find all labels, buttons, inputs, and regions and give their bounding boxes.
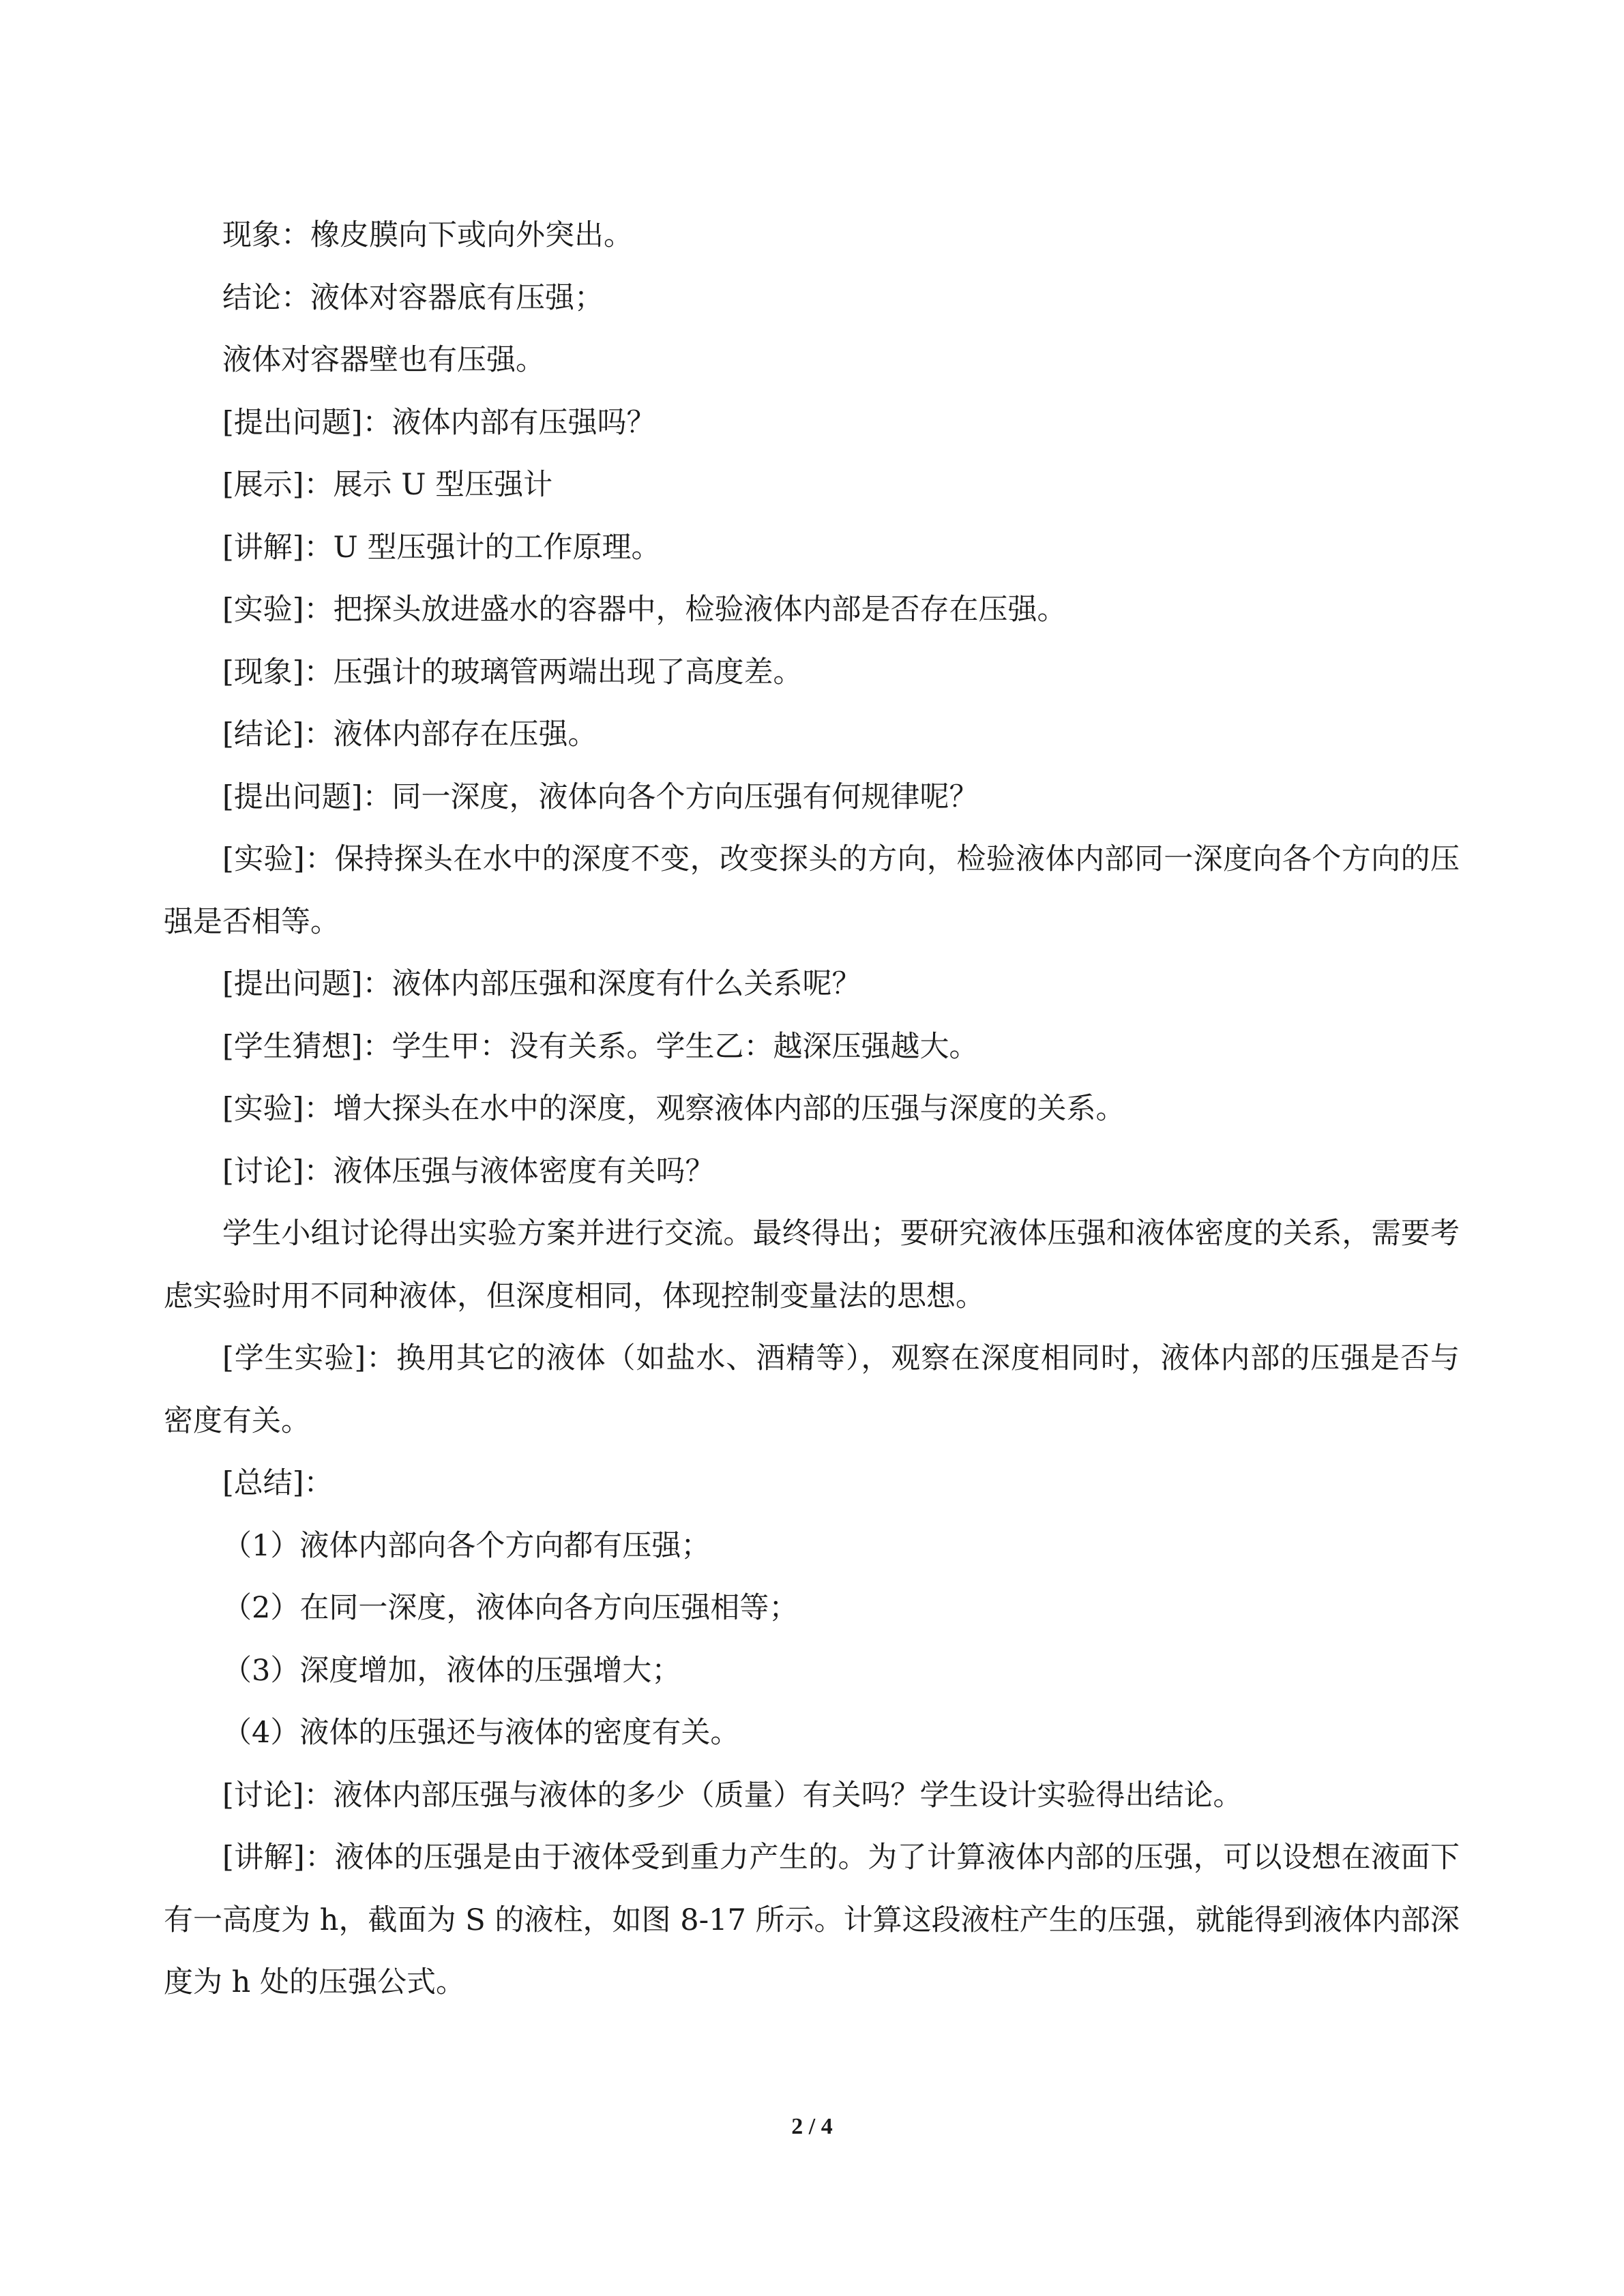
- paragraph: [展示]：展示 U 型压强计: [222, 468, 553, 502]
- paragraph: [学生实验]：换用其它的液体（如盐水、酒精等），观察在深度相同时，液体内部的压强是否与密度有关。: [164, 1341, 1460, 1438]
- paragraph: [实验]：把探头放进盛水的容器中，检验液体内部是否存在压强。: [222, 593, 1067, 627]
- summary-item: （2）在同一深度，液体向各方向压强相等；: [222, 1591, 799, 1625]
- paragraph: 结论：液体对容器底有压强；: [222, 280, 604, 315]
- summary-item: （3）深度增加，液体的压强增大；: [222, 1653, 681, 1688]
- paragraph: [实验]：保持探头在水中的深度不变，改变探头的方向，检验液体内部同一深度向各个方向的压强是否相等。: [164, 842, 1460, 939]
- paragraph: [提出问题]：同一深度，液体向各个方向压强有何规律呢？: [222, 779, 979, 814]
- paragraph: [结论]：液体内部存在压强。: [222, 717, 597, 751]
- paragraph: [讲解]：U 型压强计的工作原理。: [222, 530, 661, 565]
- document-body: [164, 205, 1460, 2014]
- paragraph: [讨论]：液体内部压强与液体的多少（质量）有关吗？学生设计实验得出结论。: [222, 1778, 1243, 1813]
- paragraph: [提出问题]：液体内部压强和深度有什么关系呢？: [222, 967, 861, 1001]
- paragraph: [讲解]：液体的压强是由于液体受到重力产生的。为了计算液体内部的压强，可以设想在液面下有一高度为 h，截面为 S 的液柱，如图 8-17 所示。计算这段液柱产生的压强，就能得到液体内部深度为 h 处的压强公式。: [164, 1840, 1460, 1999]
- summary-item: （1）液体内部向各个方向都有压强；: [222, 1528, 711, 1563]
- paragraph: 液体对容器壁也有压强。: [222, 343, 545, 377]
- summary-heading: [总结]：: [222, 1466, 334, 1500]
- summary-item: （4）液体的压强还与液体的密度有关。: [222, 1716, 740, 1750]
- paragraph: [实验]：增大探头在水中的深度，观察液体内部的压强与深度的关系。: [222, 1092, 1125, 1126]
- paragraph: [学生猜想]：学生甲：没有关系。学生乙：越深压强越大。: [222, 1029, 979, 1064]
- paragraph: [提出问题]：液体内部有压强吗？: [222, 405, 656, 440]
- page-number: 2 / 4: [791, 2114, 833, 2139]
- paragraph: [讨论]：液体压强与液体密度有关吗？: [222, 1154, 715, 1189]
- paragraph: [现象]：压强计的玻璃管两端出现了高度差。: [222, 655, 803, 689]
- paragraph: 现象：橡皮膜向下或向外突出。: [222, 218, 633, 252]
- paragraph: 学生小组讨论得出实验方案并进行交流。最终得出；要研究液体压强和液体密度的关系，需要考虑实验时用不同种液体，但深度相同，体现控制变量法的思想。: [164, 1217, 1460, 1313]
